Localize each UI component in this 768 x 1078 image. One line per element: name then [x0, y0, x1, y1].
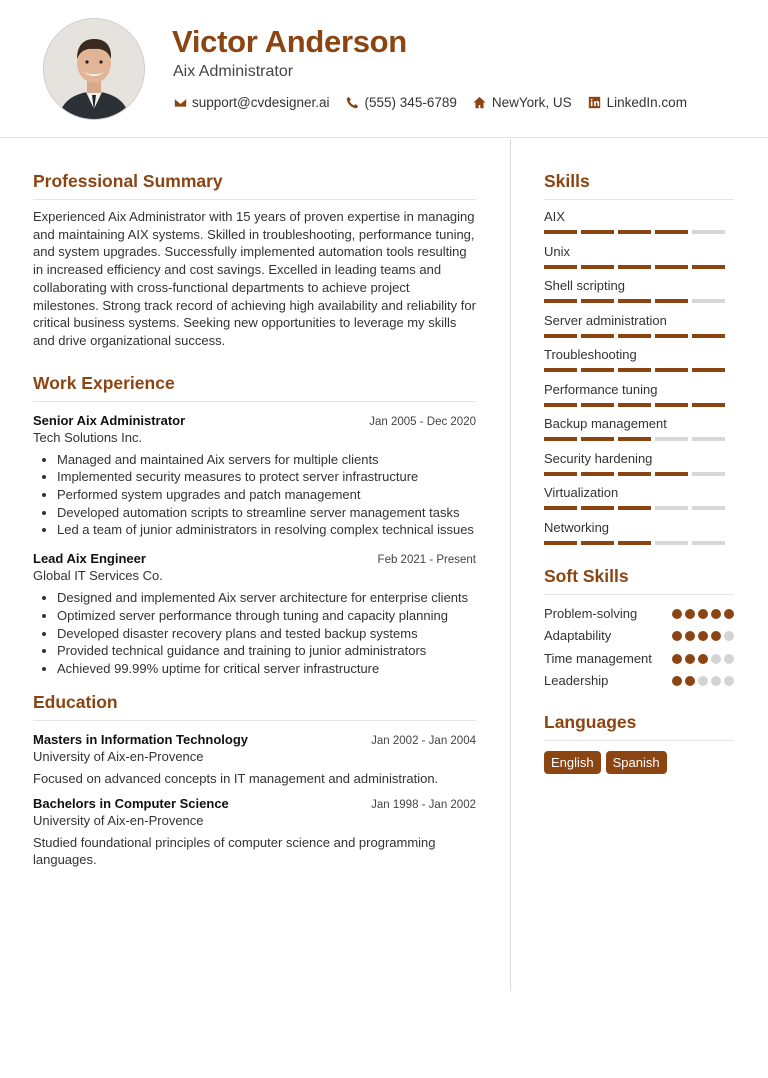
job-company: Tech Solutions Inc. — [33, 429, 143, 445]
job-header — [33, 413, 476, 428]
rating-dot — [672, 631, 682, 641]
profile-photo — [43, 18, 145, 120]
skill-level-segment — [692, 299, 725, 303]
skill-level-bar — [544, 506, 734, 510]
skill-level-segment — [618, 403, 651, 407]
soft-skill-rating — [669, 631, 734, 641]
job-title: Lead Aix Engineer — [33, 551, 146, 567]
summary-section — [33, 171, 476, 350]
education-entry — [33, 732, 476, 787]
main-column — [33, 171, 476, 878]
rating-dot — [685, 609, 695, 619]
job-bullet: • Provided technical guidance and training to junior administrators — [57, 642, 476, 660]
rating-dot — [711, 609, 721, 619]
skill-level-bar — [544, 541, 734, 545]
skill-level-segment — [581, 334, 614, 338]
sidebar-column — [544, 171, 734, 774]
job-company: Global IT Services Co. — [33, 568, 163, 584]
skill-name: Backup management — [544, 416, 667, 431]
education-dates: Jan 1998 - Jan 2002 — [371, 798, 476, 811]
rating-dot — [724, 631, 734, 641]
soft-skill-name: Problem-solving — [544, 605, 638, 621]
rating-dot — [711, 654, 721, 664]
skill-item — [544, 451, 734, 476]
skill-level-segment — [618, 437, 651, 441]
candidate-name: Victor Anderson — [172, 24, 407, 59]
skill-level-segment — [581, 506, 614, 510]
education-section — [33, 692, 476, 869]
skill-level-segment — [655, 230, 688, 234]
job-bullet: • Designed and implemented Aix server architecture for enterprise clients — [57, 589, 476, 607]
job-entry — [33, 413, 476, 540]
linkedin-text: LinkedIn.com — [606, 95, 687, 110]
soft-skills-heading: Soft Skills — [544, 566, 734, 595]
skill-name: Security hardening — [544, 450, 653, 466]
job-dates: Feb 2021 - Present — [377, 554, 476, 567]
skill-level-bar — [544, 299, 734, 303]
skill-level-bar — [544, 437, 734, 441]
skill-level-segment — [655, 541, 688, 545]
person-photo-icon — [44, 19, 144, 119]
job-title: Senior Aix Administrator — [33, 412, 186, 428]
skill-level-segment — [692, 230, 725, 234]
skill-level-segment — [692, 541, 725, 545]
skill-level-segment — [655, 437, 688, 441]
soft-skill-item — [544, 605, 734, 623]
skill-item — [544, 347, 734, 372]
rating-dot — [724, 609, 734, 619]
school-name: University of Aix-en-Provence — [33, 812, 204, 828]
skill-item — [544, 520, 734, 545]
skill-list — [544, 209, 734, 545]
education-description: Focused on advanced concepts in IT management and administration. — [33, 770, 439, 786]
skill-item — [544, 278, 734, 303]
rating-dot — [672, 676, 682, 686]
job-bullet: • Optimized server performance through tuning and capacity planning — [57, 607, 476, 625]
rating-dot — [672, 609, 682, 619]
skill-level-segment — [692, 403, 725, 407]
language-badge: Spanish — [606, 751, 667, 774]
skill-level-bar — [544, 368, 734, 372]
soft-skill-rating — [669, 676, 734, 686]
skill-level-bar — [544, 403, 734, 407]
email-text: support@cvdesigner.ai — [192, 95, 330, 110]
soft-skill-item — [544, 627, 734, 645]
rating-dot — [698, 609, 708, 619]
contact-email[interactable] — [173, 95, 330, 110]
skill-level-segment — [544, 506, 577, 510]
languages-heading: Languages — [544, 712, 734, 741]
languages-section — [544, 712, 734, 774]
job-bullet: • Developed automation scripts to streamline server management tasks — [57, 504, 476, 522]
contact-info — [173, 95, 703, 110]
skill-item — [544, 485, 734, 510]
rating-dot — [698, 654, 708, 664]
skill-level-segment — [655, 472, 688, 476]
envelope-icon — [173, 96, 187, 110]
skill-level-segment — [544, 472, 577, 476]
skill-level-segment — [692, 437, 725, 441]
skill-level-segment — [544, 541, 577, 545]
soft-skills-section — [544, 566, 734, 690]
degree-title: Masters in Information Technology — [33, 731, 249, 747]
education-list — [33, 732, 476, 869]
skill-level-segment — [618, 265, 651, 269]
rating-dot — [698, 631, 708, 641]
rating-dot — [711, 676, 721, 686]
experience-section — [33, 373, 476, 678]
degree-title: Bachelors in Computer Science — [33, 795, 229, 811]
education-header — [33, 732, 476, 747]
soft-skill-name: Time management — [544, 650, 652, 666]
resume-header — [0, 0, 768, 138]
candidate-title: Aix Administrator — [173, 63, 294, 80]
skill-level-bar — [544, 265, 734, 269]
summary-heading: Professional Summary — [33, 171, 476, 200]
skill-level-segment — [544, 403, 577, 407]
skill-level-segment — [655, 368, 688, 372]
column-divider — [510, 139, 511, 991]
skill-level-segment — [581, 265, 614, 269]
soft-skill-item — [544, 672, 734, 690]
language-list — [544, 751, 734, 774]
skill-level-segment — [692, 472, 725, 476]
rating-dot — [685, 676, 695, 686]
skill-level-segment — [692, 265, 725, 269]
soft-skill-rating — [669, 609, 734, 619]
rating-dot — [724, 676, 734, 686]
contact-phone[interactable] — [346, 95, 457, 110]
skill-level-segment — [581, 368, 614, 372]
skill-level-segment — [618, 334, 651, 338]
education-entry — [33, 796, 476, 869]
skill-item — [544, 244, 734, 269]
soft-skill-name: Adaptability — [544, 628, 612, 643]
skill-level-segment — [692, 506, 725, 510]
education-header — [33, 796, 476, 811]
skill-level-segment — [544, 299, 577, 303]
skill-level-segment — [618, 368, 651, 372]
job-bullet: • Managed and maintained Aix servers for multiple clients — [57, 451, 476, 469]
job-entry — [33, 551, 476, 678]
home-icon — [473, 96, 487, 110]
skill-level-segment — [581, 403, 614, 407]
job-bullet: • Performed system upgrades and patch management — [57, 486, 476, 504]
job-bullet: • Developed disaster recovery plans and tested backup systems — [57, 625, 476, 643]
skill-level-segment — [544, 437, 577, 441]
school-name: University of Aix-en-Provence — [33, 748, 204, 764]
language-badge: English — [544, 751, 601, 774]
phone-text: (555) 345-6789 — [364, 95, 457, 110]
skills-heading: Skills — [544, 171, 734, 200]
skill-level-segment — [618, 299, 651, 303]
location-text: NewYork, US — [491, 95, 572, 110]
soft-skill-rating — [669, 654, 734, 664]
skill-level-segment — [692, 368, 725, 372]
job-bullet: • Achieved 99.99% uptime for critical server infrastructure — [57, 660, 476, 678]
skill-level-segment — [581, 437, 614, 441]
job-bullet: • Implemented security measures to protect server infrastructure — [57, 468, 476, 486]
job-dates: Jan 2005 - Dec 2020 — [369, 415, 476, 428]
soft-skill-list — [544, 605, 734, 690]
skill-level-segment — [655, 265, 688, 269]
skill-name: AIX — [544, 209, 565, 224]
skill-name: Server administration — [544, 312, 667, 328]
skill-name: Virtualization — [544, 485, 619, 500]
rating-dot — [685, 631, 695, 641]
skill-level-segment — [618, 506, 651, 510]
skill-level-segment — [655, 506, 688, 510]
skill-name: Performance tuning — [544, 381, 658, 397]
skill-name: Shell scripting — [544, 278, 625, 293]
job-bullets — [33, 451, 476, 540]
rating-dot — [698, 676, 708, 686]
soft-skill-item — [544, 650, 734, 668]
skill-item — [544, 209, 734, 234]
skill-name: Unix — [544, 243, 571, 259]
education-description: Studied foundational principles of computer science and programming languages. — [33, 834, 436, 868]
skill-level-bar — [544, 334, 734, 338]
contact-linkedin[interactable] — [588, 95, 687, 110]
skill-level-segment — [544, 265, 577, 269]
experience-heading: Work Experience — [33, 373, 476, 402]
phone-icon — [346, 96, 360, 110]
rating-dot — [672, 654, 682, 664]
education-dates: Jan 2002 - Jan 2004 — [371, 734, 476, 747]
skill-level-bar — [544, 230, 734, 234]
skill-item — [544, 382, 734, 407]
skill-level-segment — [544, 368, 577, 372]
skill-name: Networking — [544, 519, 610, 535]
skill-level-segment — [618, 472, 651, 476]
linkedin-icon — [588, 96, 602, 110]
skill-level-segment — [581, 472, 614, 476]
job-bullets — [33, 589, 476, 678]
skill-level-segment — [544, 230, 577, 234]
education-heading: Education — [33, 692, 476, 721]
skills-section — [544, 171, 734, 545]
rating-dot — [711, 631, 721, 641]
skill-level-segment — [655, 334, 688, 338]
skill-item — [544, 416, 734, 441]
skill-level-segment — [655, 299, 688, 303]
skill-level-segment — [618, 230, 651, 234]
skill-level-segment — [618, 541, 651, 545]
rating-dot — [685, 654, 695, 664]
skill-level-segment — [581, 230, 614, 234]
skill-level-segment — [581, 299, 614, 303]
job-header — [33, 551, 476, 566]
job-list — [33, 413, 476, 678]
contact-location — [473, 95, 572, 110]
skill-name: Troubleshooting — [544, 347, 637, 362]
skill-level-segment — [544, 334, 577, 338]
skill-level-segment — [581, 541, 614, 545]
soft-skill-name: Leadership — [544, 673, 609, 688]
skill-level-segment — [655, 403, 688, 407]
skill-level-segment — [692, 334, 725, 338]
summary-text: Experienced Aix Administrator with 15 years of proven expertise in managing and maintaining AIX systems. Skilled in troubleshooting, performance tuning, and system upgrades. Successfully implemented automation tools resulting in increased efficiency and cost savings. Excelled in leading teams and collaborating with cross-functional departments to achieve project milestones. Strong track record of achieving high availability and reliability for critical business systems. Seeking new opportunities to leverage my skills and drive organizational success. — [33, 209, 476, 348]
skill-level-bar — [544, 472, 734, 476]
rating-dot — [724, 654, 734, 664]
job-bullet: • Led a team of junior administrators in resolving complex technical issues — [57, 521, 476, 539]
skill-item — [544, 313, 734, 338]
